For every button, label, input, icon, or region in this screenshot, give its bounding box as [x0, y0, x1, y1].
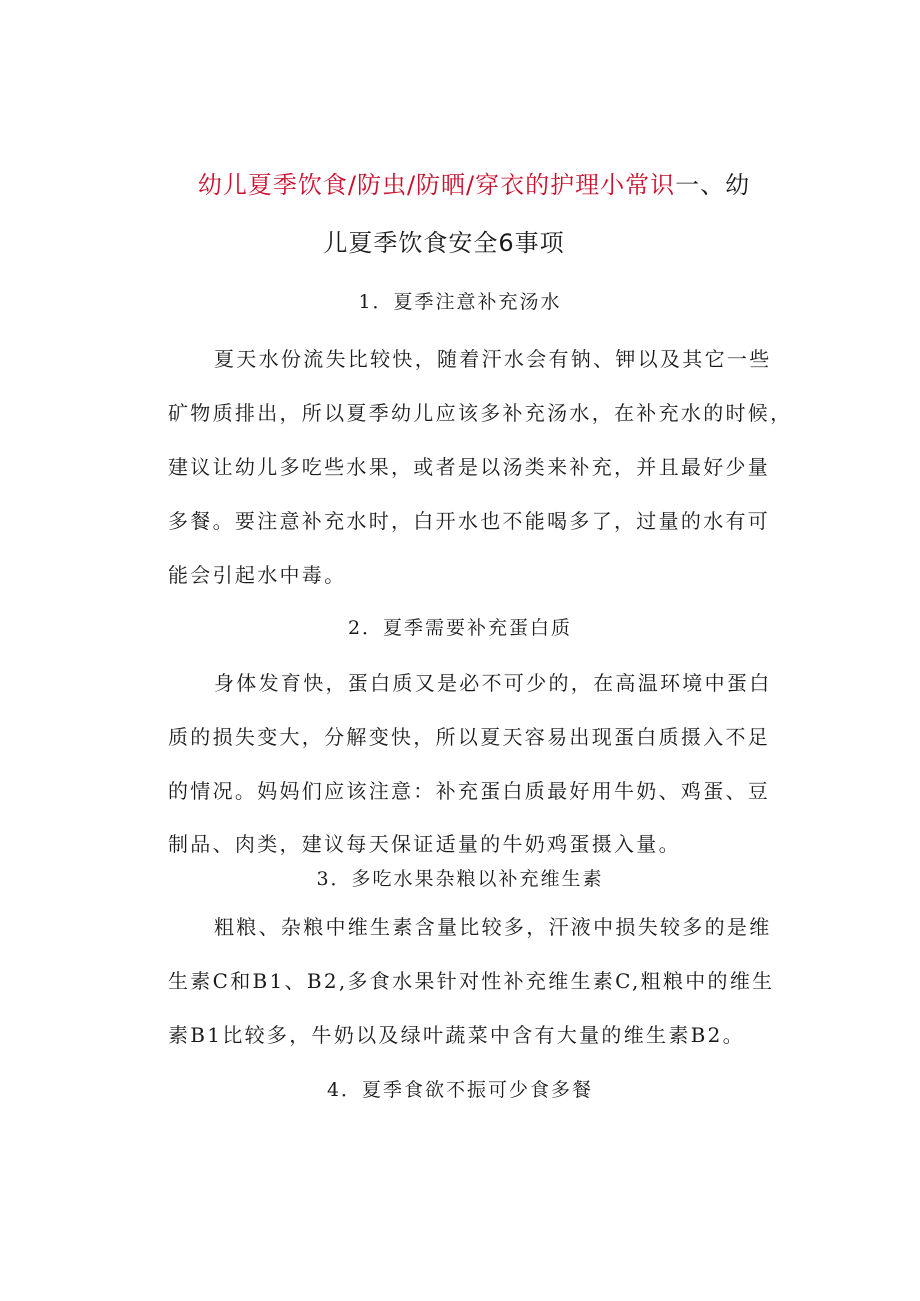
paragraph-line: 制品、肉类，建议每天保证适量的牛奶鸡蛋摄入量。: [168, 832, 681, 856]
section-1-heading: 1．夏季注意补充汤水: [358, 291, 562, 313]
document-title-line-1: [14, 170, 920, 200]
section-3-heading: 3．多吃水果杂粮以补充维生素: [316, 868, 604, 890]
paragraph-line: 质的损失变大，分解变快，所以夏天容易出现蛋白质摄入不足: [168, 725, 771, 749]
paragraph-line: 建议让幼儿多吃些水果，或者是以汤类来补充，并且最好少量: [168, 455, 771, 479]
title-black-text: 一、幼: [675, 171, 751, 199]
paragraph-line: 多餐。要注意补充水时，白开水也不能喝多了，过量的水有可: [168, 509, 771, 533]
paragraph-line: 素B1比较多，牛奶以及绿叶蔬菜中含有大量的维生素B2。: [168, 1023, 745, 1047]
paragraph-line: 能会引起水中毒。: [168, 563, 347, 587]
paragraph-line: 夏天水份流失比较快，随着汗水会有钠、钾以及其它一些: [214, 347, 772, 371]
section-4-heading: 4．夏季食欲不振可少食多餐: [326, 1079, 594, 1101]
document-title-line-2: 儿夏季饮食安全6事项: [323, 229, 565, 257]
paragraph-line: 的情况。妈妈们应该注意：补充蛋白质最好用牛奶、鸡蛋、豆: [168, 779, 771, 803]
title-red-text: 幼儿夏季饮食/防虫/防晒/穿衣的护理小常识: [197, 171, 676, 199]
paragraph-line: 生素C和B1、B2,多食水果针对性补充维生素C,粗粮中的维生: [168, 969, 775, 993]
paragraph-line: 矿物质排出，所以夏季幼儿应该多补充汤水，在补充水的时候，: [168, 401, 793, 425]
section-2-heading: 2．夏季需要补充蛋白质: [347, 617, 573, 639]
paragraph-line: 身体发育快，蛋白质又是必不可少的，在高温环境中蛋白: [214, 671, 772, 695]
paragraph-line: 粗粮、杂粮中维生素含量比较多，汗液中损失较多的是维: [214, 915, 772, 939]
